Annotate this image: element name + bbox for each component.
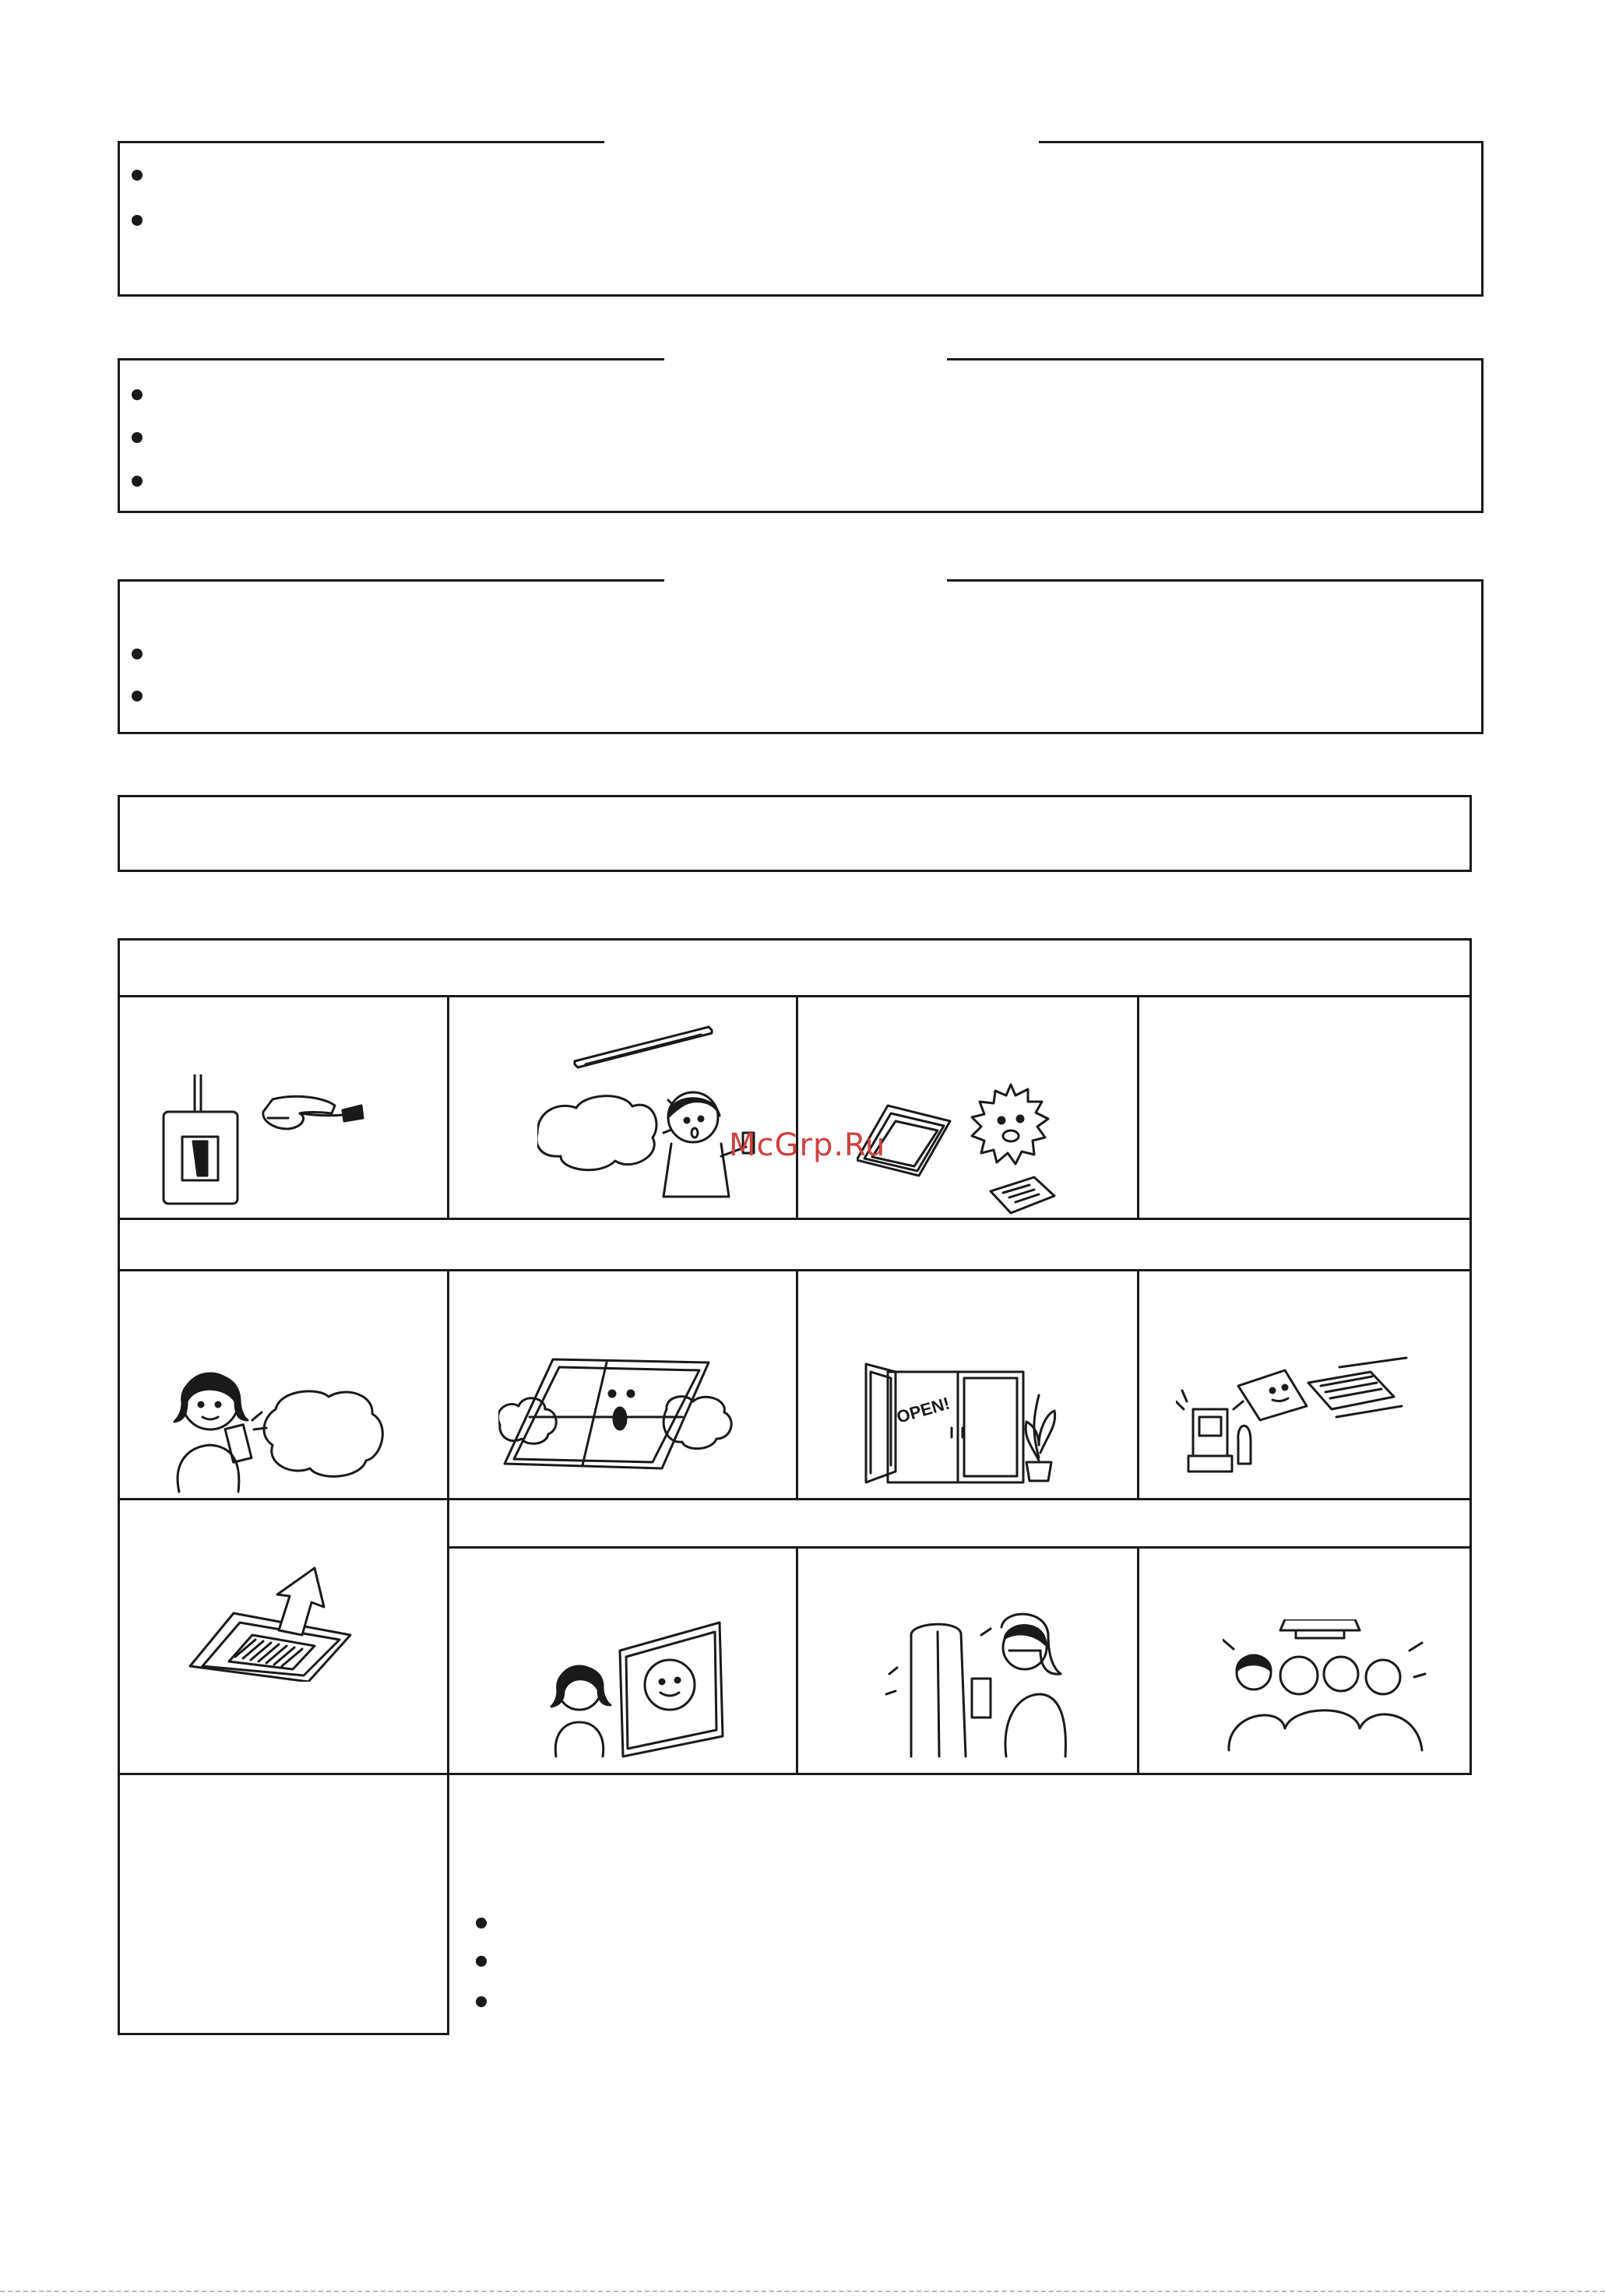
bullet xyxy=(132,170,143,181)
bullet xyxy=(132,691,143,701)
crowd-icon xyxy=(1223,1619,1433,1752)
notice-box-1-title-gap xyxy=(604,138,1039,144)
notice-box-2 xyxy=(118,358,1484,513)
table-divider xyxy=(118,1218,1472,1220)
notes-label-box xyxy=(118,1773,449,2035)
table-divider xyxy=(447,1498,449,1773)
bullet xyxy=(132,215,143,226)
table-divider xyxy=(1137,1546,1139,1773)
person-and-sunny-window-icon xyxy=(545,1619,740,1760)
table-divider xyxy=(796,995,798,1218)
potted-plant-icon xyxy=(1015,1391,1062,1484)
window-icon xyxy=(498,1355,748,1471)
bullet xyxy=(476,1918,487,1929)
air-outlet-arrow-icon xyxy=(187,1565,374,1682)
person-with-remote-icon xyxy=(164,1355,397,1495)
table-divider xyxy=(1137,995,1139,1218)
open-sign: OPEN! xyxy=(894,1393,952,1427)
bullet xyxy=(476,1996,487,2007)
bullet xyxy=(132,476,143,487)
table-divider xyxy=(118,1269,1472,1271)
table-divider xyxy=(796,1546,798,1773)
table-divider xyxy=(796,1269,798,1498)
table-divider xyxy=(118,995,1472,997)
filter-panel-icon xyxy=(1176,1355,1410,1479)
page-bottom-edge xyxy=(0,2291,1605,2292)
table-divider xyxy=(447,995,449,1218)
notice-box-3-title-gap xyxy=(664,576,947,582)
bullet xyxy=(132,432,143,443)
watermark: McGrp.Ru xyxy=(729,1127,886,1163)
table-divider xyxy=(447,1269,449,1498)
notice-box-3 xyxy=(118,579,1484,734)
bullet xyxy=(476,1956,487,1967)
ceiling-unit-icon xyxy=(537,1016,763,1218)
table-divider xyxy=(447,1546,1472,1549)
notice-box-4 xyxy=(118,795,1472,872)
unit-in-room-icon xyxy=(880,1604,1082,1760)
sun-face-icon xyxy=(964,1078,1058,1172)
notice-box-1 xyxy=(118,141,1484,297)
table-divider xyxy=(118,1498,1472,1500)
bullet xyxy=(132,389,143,400)
pointing-hand-icon xyxy=(257,1090,366,1144)
remote-control-icon xyxy=(987,1174,1058,1218)
table-divider xyxy=(1137,1269,1139,1498)
notice-box-2-title-gap xyxy=(664,355,947,361)
bullet xyxy=(132,649,143,659)
